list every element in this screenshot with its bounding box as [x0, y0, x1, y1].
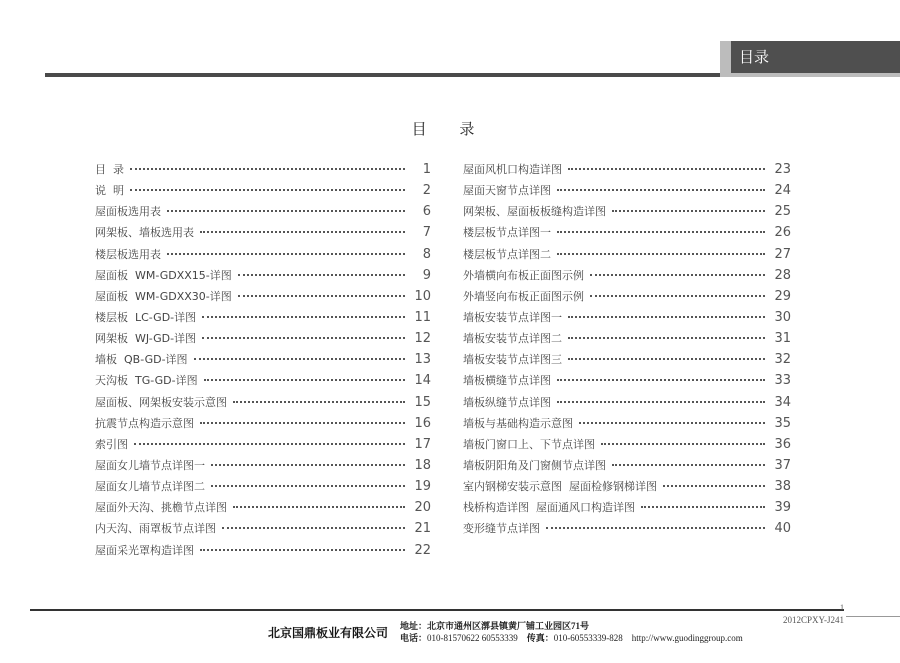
contact-info — [400, 620, 743, 644]
toc-entry-label: 说 明 — [95, 184, 124, 198]
toc-entry[interactable] — [463, 309, 791, 330]
toc-entry[interactable] — [463, 351, 791, 372]
toc-entry-label: 楼层板节点详图一 — [463, 226, 551, 240]
dot-leader — [202, 337, 405, 339]
toc-entry-page: 15 — [414, 394, 431, 410]
toc-entry-label: 外墙竖向布板正面图示例 — [463, 289, 584, 303]
toc-entry-label: 网架板 WJ-GD-详图 — [95, 332, 197, 346]
toc-entry[interactable] — [95, 203, 431, 224]
dot-leader — [590, 274, 765, 276]
address-label: 地址： — [400, 621, 428, 631]
toc-entry[interactable] — [463, 246, 791, 267]
dot-leader — [211, 464, 405, 466]
footer-rule — [30, 609, 844, 611]
toc-entry-label: 屋面女儿墙节点详图一 — [95, 458, 205, 472]
toc-entry[interactable] — [463, 267, 791, 288]
dot-leader — [579, 422, 765, 424]
footer-rule-short — [846, 616, 900, 617]
toc-entry[interactable] — [95, 267, 431, 288]
toc-entry[interactable] — [95, 182, 431, 203]
toc-entry-label: 索引图 — [95, 437, 128, 451]
toc-entry-label: 室内钢梯安装示意图 屋面检修钢梯详图 — [463, 480, 657, 494]
toc-entry-page: 9 — [422, 267, 431, 283]
toc-entry[interactable] — [463, 224, 791, 245]
dot-leader — [590, 295, 765, 297]
toc-entry-page: 16 — [414, 415, 431, 431]
dot-leader — [200, 422, 405, 424]
toc-entry-page: 11 — [414, 309, 431, 325]
toc-entry[interactable] — [463, 520, 791, 541]
toc-entry-label: 屋面天窗节点详图 — [463, 184, 551, 198]
dot-leader — [557, 253, 765, 255]
toc-entry-label: 墙板 QB-GD-详图 — [95, 353, 188, 367]
dot-leader — [546, 527, 765, 529]
toc-entry[interactable] — [95, 478, 431, 499]
document-code: 2012CPXY-J241 — [783, 615, 845, 625]
toc-entry-label: 抗震节点构造示意图 — [95, 416, 194, 430]
toc-entry-page: 29 — [774, 288, 791, 304]
toc-entry-page: 27 — [774, 246, 791, 262]
toc-entry[interactable] — [463, 330, 791, 351]
toc-entry-label: 屋面板、网架板安装示意图 — [95, 395, 227, 409]
toc-entry-label: 目 录 — [95, 163, 124, 176]
toc-entry-label: 网架板、屋面板板缝构造详图 — [463, 205, 606, 219]
toc-entry-label: 墙板与基础构造示意图 — [463, 416, 573, 430]
toc-entry-label: 屋面外天沟、挑檐节点详图 — [95, 501, 227, 515]
website-link[interactable]: http://www.guodinggroup.com — [631, 633, 743, 643]
toc-entry-label: 屋面风机口构造详图 — [463, 163, 562, 176]
toc-entry-label: 墙板门窗口上、下节点详图 — [463, 437, 595, 451]
toc-entry-label: 屋面女儿墙节点详图二 — [95, 480, 205, 494]
toc-entry-label: 墙板阴阳角及门窗侧节点详图 — [463, 458, 606, 472]
toc-entry[interactable] — [95, 436, 431, 457]
dot-leader — [238, 274, 405, 276]
dot-leader — [663, 485, 765, 487]
dot-leader — [167, 253, 405, 255]
toc-entry-label: 墙板纵缝节点详图 — [463, 395, 551, 409]
header-rule — [45, 73, 721, 77]
toc-entry-page: 37 — [774, 457, 791, 473]
dot-leader — [557, 379, 765, 381]
toc-entry[interactable] — [463, 288, 791, 309]
dot-leader — [612, 464, 765, 466]
toc-entry[interactable] — [95, 161, 431, 182]
dot-leader — [557, 231, 765, 233]
toc-entry-page: 12 — [414, 331, 431, 347]
dot-leader — [233, 401, 405, 403]
toc-entry-label: 楼层板 LC-GD-详图 — [95, 310, 197, 324]
toc-entry-page: 35 — [774, 415, 791, 431]
toc-entry[interactable] — [463, 161, 791, 182]
dot-leader — [200, 231, 405, 233]
toc-entry-page: 21 — [414, 521, 431, 537]
toc-entry-label: 内天沟、雨罩板节点详图 — [95, 522, 216, 536]
toc-entry-page: 25 — [774, 204, 791, 220]
dot-leader — [612, 210, 765, 212]
header-tab-label: 目录 — [731, 41, 900, 73]
dot-leader — [568, 358, 765, 360]
dot-leader — [130, 168, 405, 170]
toc-entry-label: 外墙横向布板正面图示例 — [463, 268, 584, 282]
dot-leader — [134, 443, 405, 445]
dot-leader — [130, 189, 405, 191]
dot-leader — [568, 337, 765, 339]
toc-entry-page: 39 — [774, 500, 791, 516]
toc-entry-page: 8 — [422, 246, 431, 262]
toc-entry-page: 31 — [774, 331, 791, 347]
dot-leader — [194, 358, 405, 360]
dot-leader — [202, 316, 405, 318]
toc-entry-page: 18 — [414, 457, 431, 473]
toc-entry-label: 网架板、墙板选用表 — [95, 226, 194, 240]
toc-entry-label: 墙板安装节点详图二 — [463, 332, 562, 346]
toc-entry[interactable] — [463, 499, 791, 520]
toc-entry-page: 36 — [774, 436, 791, 452]
toc-entry-page: 40 — [774, 521, 791, 537]
toc-entry-label: 墙板安装节点详图三 — [463, 353, 562, 367]
toc-entry-page: 24 — [774, 183, 791, 199]
toc-entry[interactable] — [463, 203, 791, 224]
toc-entry[interactable] — [95, 372, 431, 393]
toc-entry-label: 楼层板选用表 — [95, 247, 161, 261]
dot-leader — [222, 527, 405, 529]
toc-entry[interactable] — [95, 520, 431, 541]
toc-entry[interactable] — [95, 542, 431, 563]
dot-leader — [238, 295, 405, 297]
page-title: 目 录 — [411, 120, 489, 138]
toc-entry[interactable] — [463, 457, 791, 478]
toc-entry-page: 20 — [414, 500, 431, 516]
address: 北京市通州区漷县镇黄厂铺工业园区71号 — [427, 621, 590, 631]
company-name: 北京国鼎板业有限公司 — [268, 626, 389, 640]
toc-entry-label: 墙板安装节点详图一 — [463, 310, 562, 324]
toc-entry-page: 19 — [414, 479, 431, 495]
toc-entry-page: 14 — [414, 373, 431, 389]
dot-leader — [568, 316, 765, 318]
toc-entry-page: 23 — [774, 162, 791, 177]
dot-leader — [557, 401, 765, 403]
phone: 010-81570622 60553339 — [427, 633, 518, 643]
toc-entry-label: 楼层板节点详图二 — [463, 247, 551, 261]
toc-entry[interactable] — [463, 436, 791, 457]
toc-left-column — [95, 161, 431, 563]
toc-entry-label: 墙板横缝节点详图 — [463, 374, 551, 388]
toc-entry[interactable] — [463, 182, 791, 203]
toc-right-column — [463, 161, 791, 542]
dot-leader — [204, 379, 405, 381]
toc-entry-page: 1 — [422, 162, 431, 177]
toc-entry[interactable] — [95, 288, 431, 309]
dot-leader — [568, 168, 765, 170]
toc-entry[interactable] — [95, 351, 431, 372]
toc-entry-page: 13 — [414, 352, 431, 368]
toc-entry[interactable] — [463, 415, 791, 436]
toc-entry[interactable] — [95, 330, 431, 351]
toc-entry-label: 屋面板选用表 — [95, 205, 161, 219]
fax-label: 传真： — [526, 633, 554, 643]
toc-entry-label: 屋面板 WM-GDXX15-详图 — [95, 268, 232, 282]
dot-leader — [211, 485, 405, 487]
toc-entry-page: 32 — [774, 352, 791, 368]
dot-leader — [557, 189, 765, 191]
toc-entry[interactable] — [463, 394, 791, 415]
phone-label: 电话： — [400, 633, 428, 643]
toc-entry-page: 7 — [422, 225, 431, 241]
toc-entry-page: 17 — [414, 436, 431, 452]
dot-leader — [233, 506, 405, 508]
toc-entry[interactable] — [95, 415, 431, 436]
toc-entry[interactable] — [463, 478, 791, 499]
toc-entry-label: 变形缝节点详图 — [463, 522, 540, 536]
toc-entry-page: 33 — [774, 373, 791, 389]
toc-entry-page: 26 — [774, 225, 791, 241]
fax: 010-60553339-828 — [553, 633, 623, 643]
page-number: 1 — [840, 603, 844, 612]
toc-entry-page: 22 — [414, 542, 431, 558]
toc-entry-page: 6 — [422, 204, 431, 220]
toc-entry[interactable] — [95, 246, 431, 267]
toc-entry-page: 10 — [414, 288, 431, 304]
toc-entry[interactable] — [95, 457, 431, 478]
toc-entry-label: 屋面板 WM-GDXX30-详图 — [95, 289, 232, 303]
toc-entry-page: 28 — [774, 267, 791, 283]
toc-entry[interactable] — [95, 499, 431, 520]
toc-entry-label: 天沟板 TG-GD-详图 — [95, 374, 198, 388]
toc-entry-page: 34 — [774, 394, 791, 410]
dot-leader — [167, 210, 405, 212]
toc-entry[interactable] — [463, 372, 791, 393]
toc-entry-page: 30 — [774, 309, 791, 325]
dot-leader — [641, 506, 765, 508]
toc-entry-label: 屋面采光罩构造详图 — [95, 543, 194, 557]
toc-entry-label: 栈桥构造详图 屋面通风口构造详图 — [463, 501, 635, 515]
dot-leader — [601, 443, 765, 445]
toc-entry[interactable] — [95, 224, 431, 245]
dot-leader — [200, 549, 405, 551]
toc-entry-page: 2 — [422, 183, 431, 199]
toc-entry[interactable] — [95, 394, 431, 415]
toc-entry[interactable] — [95, 309, 431, 330]
toc-entry-page: 38 — [774, 479, 791, 495]
